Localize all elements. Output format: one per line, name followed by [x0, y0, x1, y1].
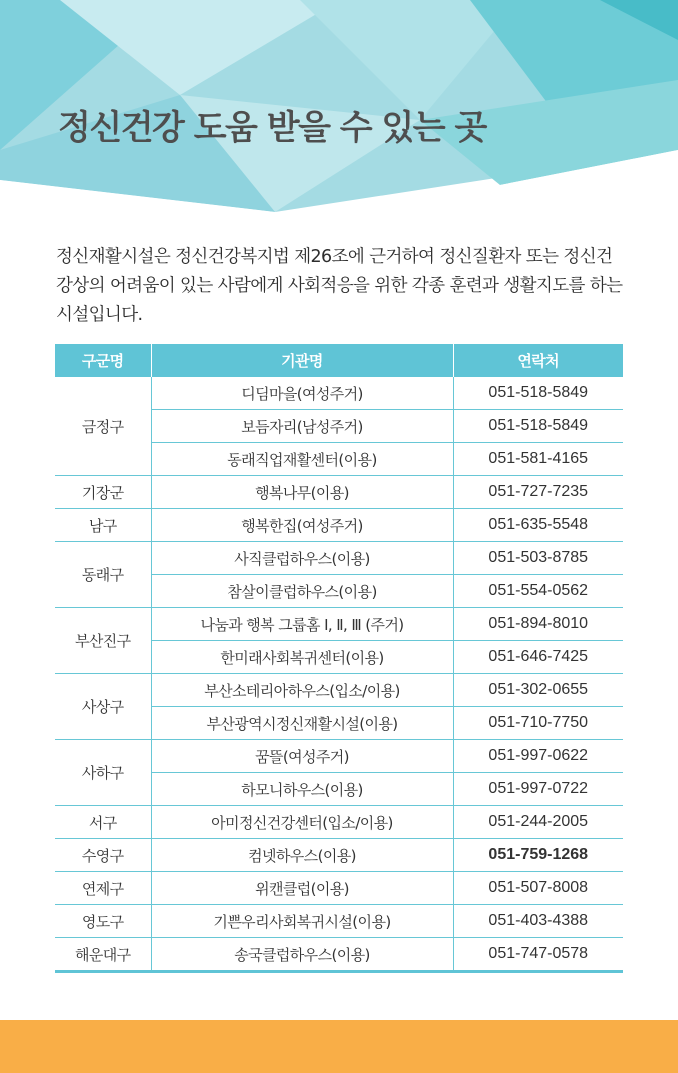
phone-cell: 051-635-5548 — [453, 509, 623, 542]
phone-cell: 051-518-5849 — [453, 410, 623, 443]
facility-name-cell: 행복나무(이용) — [151, 476, 453, 509]
district-cell: 기장군 — [55, 476, 151, 509]
page-title: 정신건강 도움 받을 수 있는 곳 — [58, 108, 486, 148]
table-header-row — [55, 344, 623, 377]
table-row — [55, 674, 623, 707]
table-row — [55, 377, 623, 410]
facility-name-cell: 부산광역시정신재활시설(이용) — [151, 707, 453, 740]
facility-name-cell: 사직클럽하우스(이용) — [151, 542, 453, 575]
table-row — [55, 509, 623, 542]
phone-cell: 051-997-0622 — [453, 740, 623, 773]
district-cell: 사하구 — [55, 740, 151, 806]
phone-cell: 051-503-8785 — [453, 542, 623, 575]
facility-name-cell: 한미래사회복귀센터(이용) — [151, 641, 453, 674]
district-cell: 남구 — [55, 509, 151, 542]
facility-name-cell: 동래직업재활센터(이용) — [151, 443, 453, 476]
facility-name-cell: 송국클럽하우스(이용) — [151, 938, 453, 972]
phone-cell: 051-518-5849 — [453, 377, 623, 410]
facilities-table — [55, 344, 623, 973]
district-cell: 부산진구 — [55, 608, 151, 674]
district-cell: 서구 — [55, 806, 151, 839]
header-district: 구군명 — [55, 344, 151, 377]
facility-name-cell: 보듬자리(남성주거) — [151, 410, 453, 443]
phone-cell: 051-581-4165 — [453, 443, 623, 476]
district-cell: 수영구 — [55, 839, 151, 872]
facility-name-cell: 행복한집(여성주거) — [151, 509, 453, 542]
header-contact: 연락처 — [453, 344, 623, 377]
phone-cell: 051-710-7750 — [453, 707, 623, 740]
facility-name-cell: 하모니하우스(이용) — [151, 773, 453, 806]
table-row — [55, 839, 623, 872]
district-cell: 금정구 — [55, 377, 151, 476]
district-cell: 연제구 — [55, 872, 151, 905]
phone-cell: 051-244-2005 — [453, 806, 623, 839]
phone-cell: 051-302-0655 — [453, 674, 623, 707]
phone-cell: 051-403-4388 — [453, 905, 623, 938]
header-facility: 기관명 — [151, 344, 453, 377]
footer-bar — [0, 1020, 678, 1073]
header-banner — [0, 0, 678, 212]
intro-paragraph: 정신재활시설은 정신건강복지법 제26조에 근거하여 정신질환자 또는 정신건강상의 어려움이 있는 사람에게 사회적응을 위한 각종 훈련과 생활지도를 하는 시설입니다. — [56, 247, 623, 325]
facility-name-cell: 기쁜우리사회복귀시설(이용) — [151, 905, 453, 938]
facility-name-cell: 나눔과 행복 그룹홈 Ⅰ, Ⅱ, Ⅲ (주거) — [151, 608, 453, 641]
table-row — [55, 476, 623, 509]
facility-name-cell: 꿈뜰(여성주거) — [151, 740, 453, 773]
table-row — [55, 608, 623, 641]
phone-cell: 051-997-0722 — [453, 773, 623, 806]
table-body — [55, 377, 623, 972]
district-cell: 동래구 — [55, 542, 151, 608]
facility-name-cell: 부산소테리아하우스(입소/이용) — [151, 674, 453, 707]
table-row — [55, 740, 623, 773]
phone-cell: 051-646-7425 — [453, 641, 623, 674]
phone-cell: 051-747-0578 — [453, 938, 623, 972]
phone-cell: 051-759-1268 — [453, 839, 623, 872]
table-row — [55, 806, 623, 839]
table-row — [55, 542, 623, 575]
table-row — [55, 905, 623, 938]
facility-name-cell: 디딤마을(여성주거) — [151, 377, 453, 410]
phone-cell: 051-727-7235 — [453, 476, 623, 509]
table-row — [55, 872, 623, 905]
facility-name-cell: 컴넷하우스(이용) — [151, 839, 453, 872]
phone-cell: 051-507-8008 — [453, 872, 623, 905]
phone-cell: 051-554-0562 — [453, 575, 623, 608]
phone-cell: 051-894-8010 — [453, 608, 623, 641]
facility-name-cell: 참살이클럽하우스(이용) — [151, 575, 453, 608]
district-cell: 영도구 — [55, 905, 151, 938]
facility-name-cell: 아미정신건강센터(입소/이용) — [151, 806, 453, 839]
district-cell: 해운대구 — [55, 938, 151, 972]
district-cell: 사상구 — [55, 674, 151, 740]
facility-name-cell: 위캔클럽(이용) — [151, 872, 453, 905]
table-row — [55, 938, 623, 972]
